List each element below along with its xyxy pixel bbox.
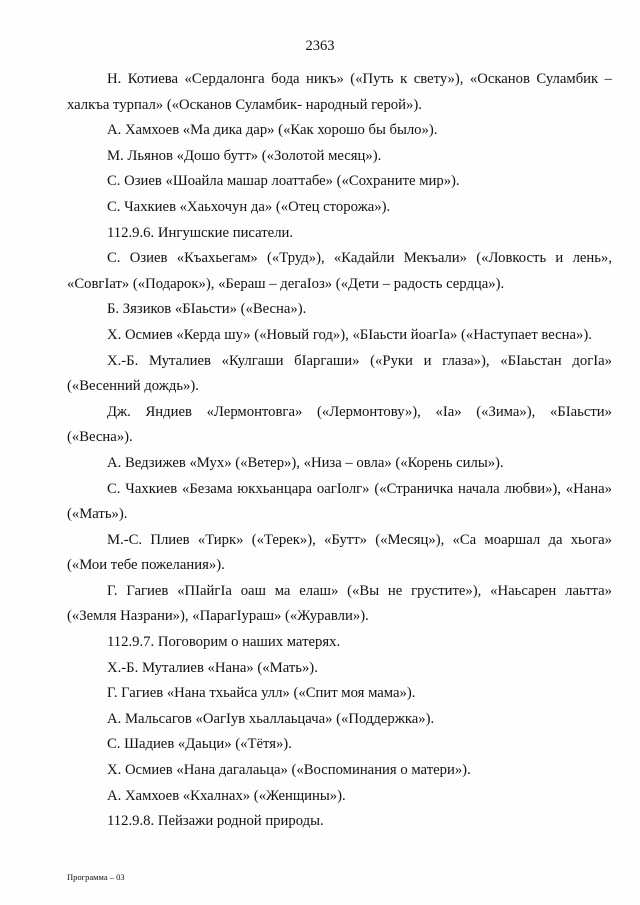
page-number: 2363 <box>305 38 335 54</box>
paragraph: А. Ведзижев «Мух» («Ветер»), «Низа – овла» («Корень силы»). <box>107 454 504 471</box>
paragraph: Б. Зязиков «БIаьсти» («Весна»). <box>107 301 307 318</box>
paragraph: Х.-Б. Муталиев «Кулгаши бIаргаши» («Руки и глаза»), «БIаьстан догIа» («Весенний дождь»). <box>67 352 612 395</box>
paragraph: Дж. Яндиев «Лермонтовга» («Лермонтову»), «Iа» («Зима»), «БIаьсти» («Весна»). <box>67 403 612 446</box>
paragraph: М.-С. Плиев «Тирк» («Терек»), «Бутт» («Месяц»), «Са моаршал да хьога» («Мои тебе пожелания»). <box>67 531 612 574</box>
paragraph: М. Льянов «Дошо бутт» («Золотой месяц»). <box>107 147 382 164</box>
section-heading: 112.9.8. Пейзажи родной природы. <box>107 813 324 830</box>
paragraph: Н. Котиева «Сердалонга бода никъ» («Путь к свету»), «Осканов Сулaмбик – халкъа турпал» («Осканов Суламбик- народный герой»). <box>67 71 612 113</box>
paragraph: С. Шадиев «Даьци» («Тётя»). <box>107 736 292 753</box>
paragraph: А. Мальсагов «ОагIув хьаллаьцача» («Поддержка»). <box>107 710 435 727</box>
document-body <box>67 67 612 835</box>
paragraph: С. Чахкиев «Безама юкхьанцара оагIолг» («Страничка начала любви»), «Нана» («Мать»). <box>67 480 612 523</box>
paragraph: С. Озиев «Шоайла машар лоаттабе» («Сохраните мир»). <box>107 173 460 190</box>
paragraph: С. Чахкиев «Хаьхочун да» («Отец сторожа»). <box>107 198 391 215</box>
paragraph: Х. Осмиев «Нана дагалаьца» («Воспоминания о матери»). <box>107 762 471 779</box>
paragraph: Г. Гагиев «Нана тхьайса улл» («Спит моя мама»). <box>107 685 416 702</box>
paragraph: С. Озиев «Къахьегам» («Труд»), «Кадайли Мекъали» («Ловкость и лень», «СовгIат» («Подарок»), «Бераш – дегаIоз» («Дети – радость сердца»). <box>67 250 612 292</box>
paragraph: А. Хамхоев «Ма дика дар» («Как хорошо бы было»). <box>107 122 438 139</box>
footer-label: Программа – 03 <box>67 872 125 882</box>
section-heading: 112.9.7. Поговорим о наших матерях. <box>107 634 341 651</box>
paragraph: Х. Осмиев «Керда шу» («Новый год»), «БIаьсти йоагIа» («Наступает весна»). <box>107 326 592 343</box>
paragraph: Х.-Б. Муталиев «Нана» («Мать»). <box>107 659 318 676</box>
paragraph: Г. Гагиев «ПIайгIа оаш ма елаш» («Вы не грустите»), «Наьсарен лаьтта» («Земля Назрани»), «ПарагIураш» («Журавли»). <box>67 582 612 625</box>
paragraph: А. Хамхоев «Кхалнах» («Женщины»). <box>107 787 346 804</box>
section-heading: 112.9.6. Ингушские писатели. <box>107 224 294 241</box>
